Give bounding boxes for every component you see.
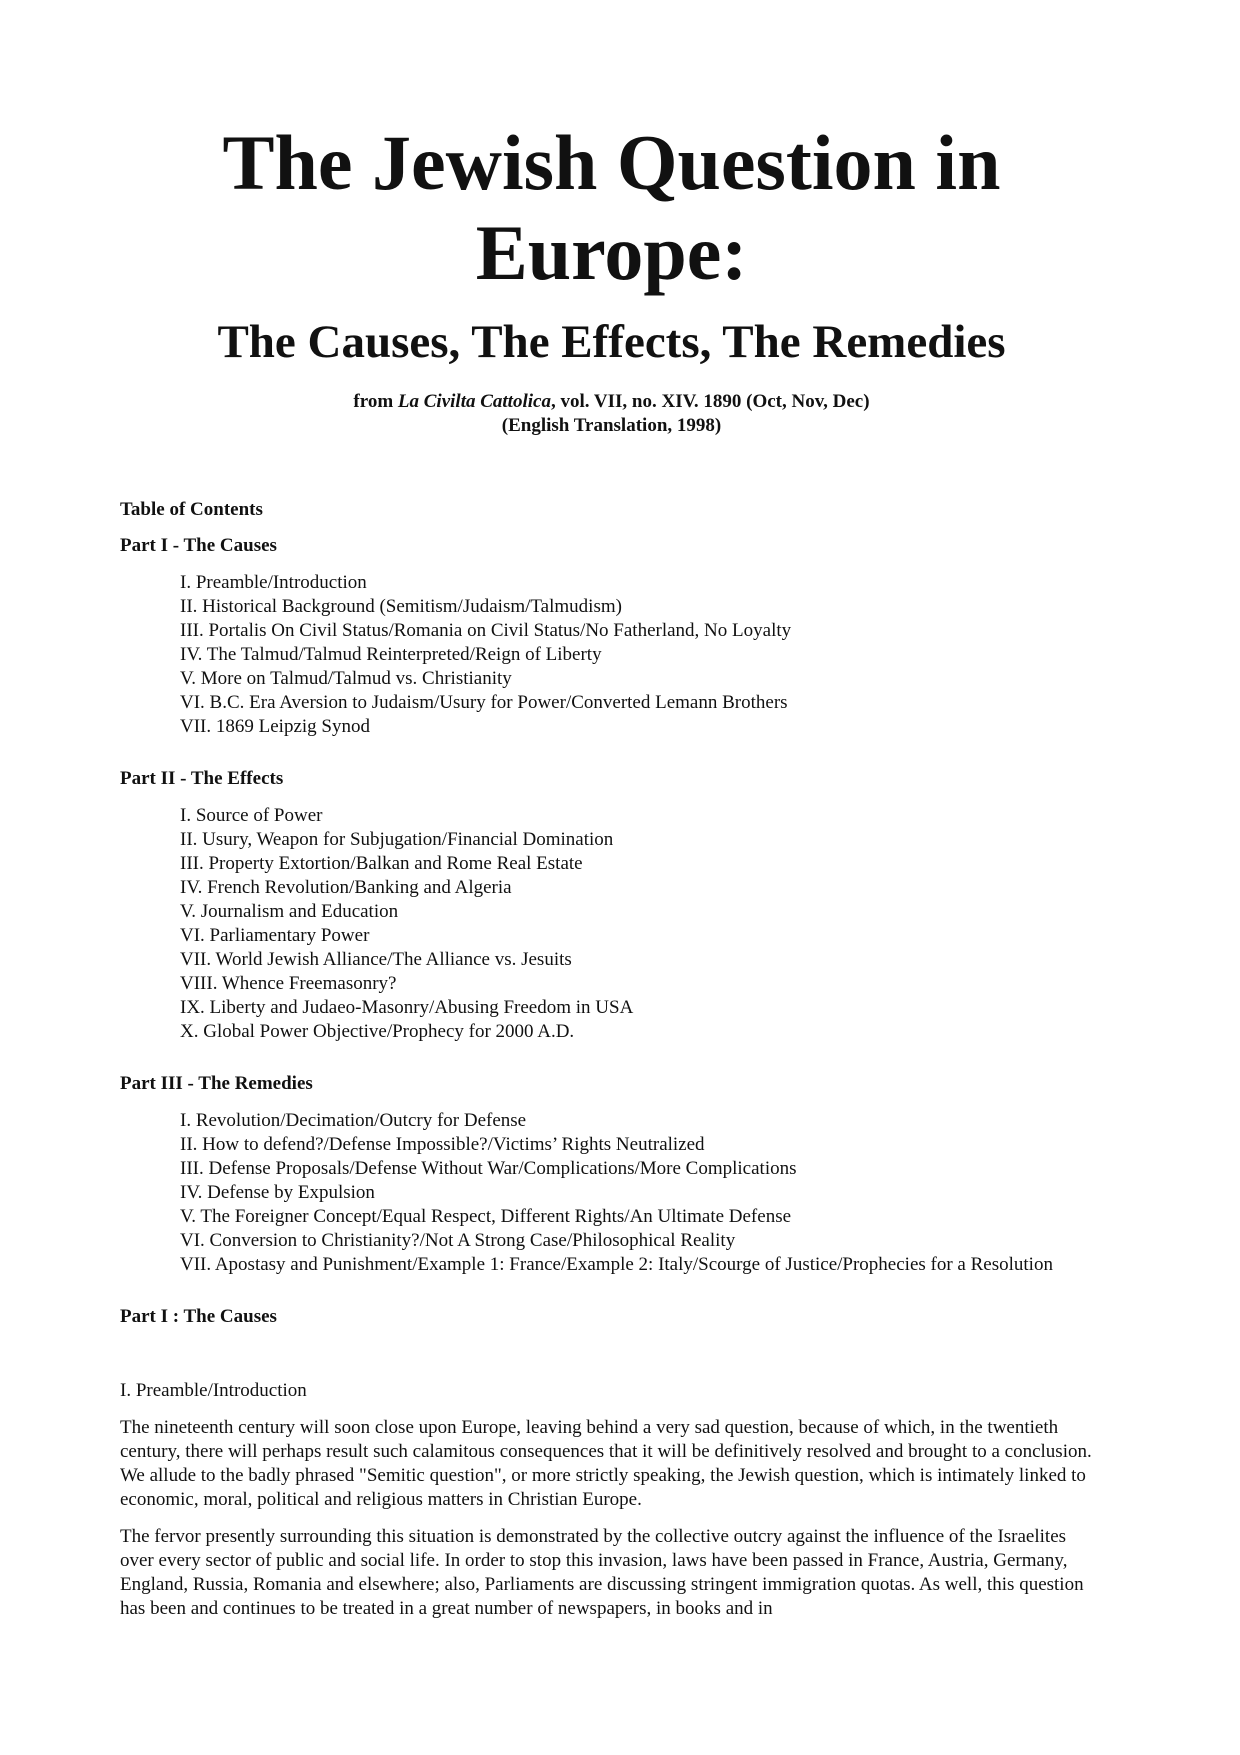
toc-item: IV. French Revolution/Banking and Algeria <box>180 877 512 898</box>
toc-item: VII. Apostasy and Punishment/Example 1: France/Example 2: Italy/Scourge of Justice/Prophecies for a Resolution <box>180 1254 1053 1275</box>
body-part-heading: Part I : The Causes <box>120 1306 277 1327</box>
toc-item: III. Defense Proposals/Defense Without War/Complications/More Complications <box>180 1158 797 1179</box>
document-title: The Jewish Question in Europe: <box>222 119 1001 296</box>
toc-item: VII. World Jewish Alliance/The Alliance vs. Jesuits <box>180 949 572 970</box>
toc-item: I. Revolution/Decimation/Outcry for Defense <box>180 1110 527 1131</box>
toc-item: VI. B.C. Era Aversion to Judaism/Usury for Power/Converted Lemann Brothers <box>180 692 788 713</box>
body-paragraph: The fervor presently surrounding this situation is demonstrated by the collective outcry against the influence of the Israelites over every sector of public and social life. In order to stop this invasion, laws have been passed in France, Austria, Germany, England, Russia, Romania and elsewhere; also, Parliaments are discussing stringent immigration quotas. As well, this question has been and continues to be treated in a great number of newspapers, in books and in <box>120 1526 1084 1619</box>
toc-item: I. Preamble/Introduction <box>180 572 367 593</box>
toc-part-1-list <box>120 571 1103 739</box>
toc-item: VI. Conversion to Christianity?/Not A Strong Case/Philosophical Reality <box>180 1230 736 1251</box>
toc-item: IV. Defense by Expulsion <box>180 1182 375 1203</box>
toc-item: V. More on Talmud/Talmud vs. Christianity <box>180 668 512 689</box>
toc-part-3-heading: Part III - The Remedies <box>120 1073 313 1094</box>
document-subtitle: The Causes, The Effects, The Remedies <box>217 316 1006 368</box>
toc-item: VII. 1869 Leipzig Synod <box>180 716 370 737</box>
source-citation <box>120 390 1103 438</box>
body-paragraph: The nineteenth century will soon close upon Europe, leaving behind a very sad question, because of which, in the twentieth century, there will perhaps result such calamitous consequences that it will be definitively resolved and brought to a conclusion. We allude to the badly phrased "Semitic question", or more strictly speaking, the Jewish question, which is intimately linked to economic, moral, political and religious matters in Christian Europe. <box>120 1417 1092 1510</box>
toc-item: IV. The Talmud/Talmud Reinterpreted/Reign of Liberty <box>180 644 602 665</box>
toc-item: IX. Liberty and Judaeo-Masonry/Abusing Freedom in USA <box>180 997 634 1018</box>
body-section-title: I. Preamble/Introduction <box>120 1380 307 1401</box>
toc-heading: Table of Contents <box>120 499 263 520</box>
source-translation-note: (English Translation, 1998) <box>501 415 722 436</box>
toc-item: X. Global Power Objective/Prophecy for 2000 A.D. <box>180 1021 575 1042</box>
toc-part-1-heading: Part I - The Causes <box>120 535 277 556</box>
toc-item: II. Usury, Weapon for Subjugation/Financial Domination <box>180 829 614 850</box>
toc-part-2-heading: Part II - The Effects <box>120 768 284 789</box>
toc-item: I. Source of Power <box>180 805 323 826</box>
source-suffix: , vol. VII, no. XIV. 1890 (Oct, Nov, Dec) <box>550 391 870 412</box>
toc-item: V. The Foreigner Concept/Equal Respect, Different Rights/An Ultimate Defense <box>180 1206 792 1227</box>
toc-item: III. Property Extortion/Balkan and Rome Real Estate <box>180 853 583 874</box>
toc-item: II. How to defend?/Defense Impossible?/Victims’ Rights Neutralized <box>180 1134 705 1155</box>
source-prefix: from <box>353 391 398 412</box>
source-publication: La Civilta Cattolica <box>397 391 551 412</box>
toc-item: VIII. Whence Freemasonry? <box>180 973 397 994</box>
toc-item: V. Journalism and Education <box>180 901 399 922</box>
toc-item: VI. Parliamentary Power <box>180 925 370 946</box>
toc-part-3-list <box>120 1109 1103 1277</box>
toc-item: II. Historical Background (Semitism/Judaism/Talmudism) <box>180 596 622 617</box>
toc-item: III. Portalis On Civil Status/Romania on Civil Status/No Fatherland, No Loyalty <box>180 620 792 641</box>
toc-part-2-list <box>120 804 1103 1044</box>
